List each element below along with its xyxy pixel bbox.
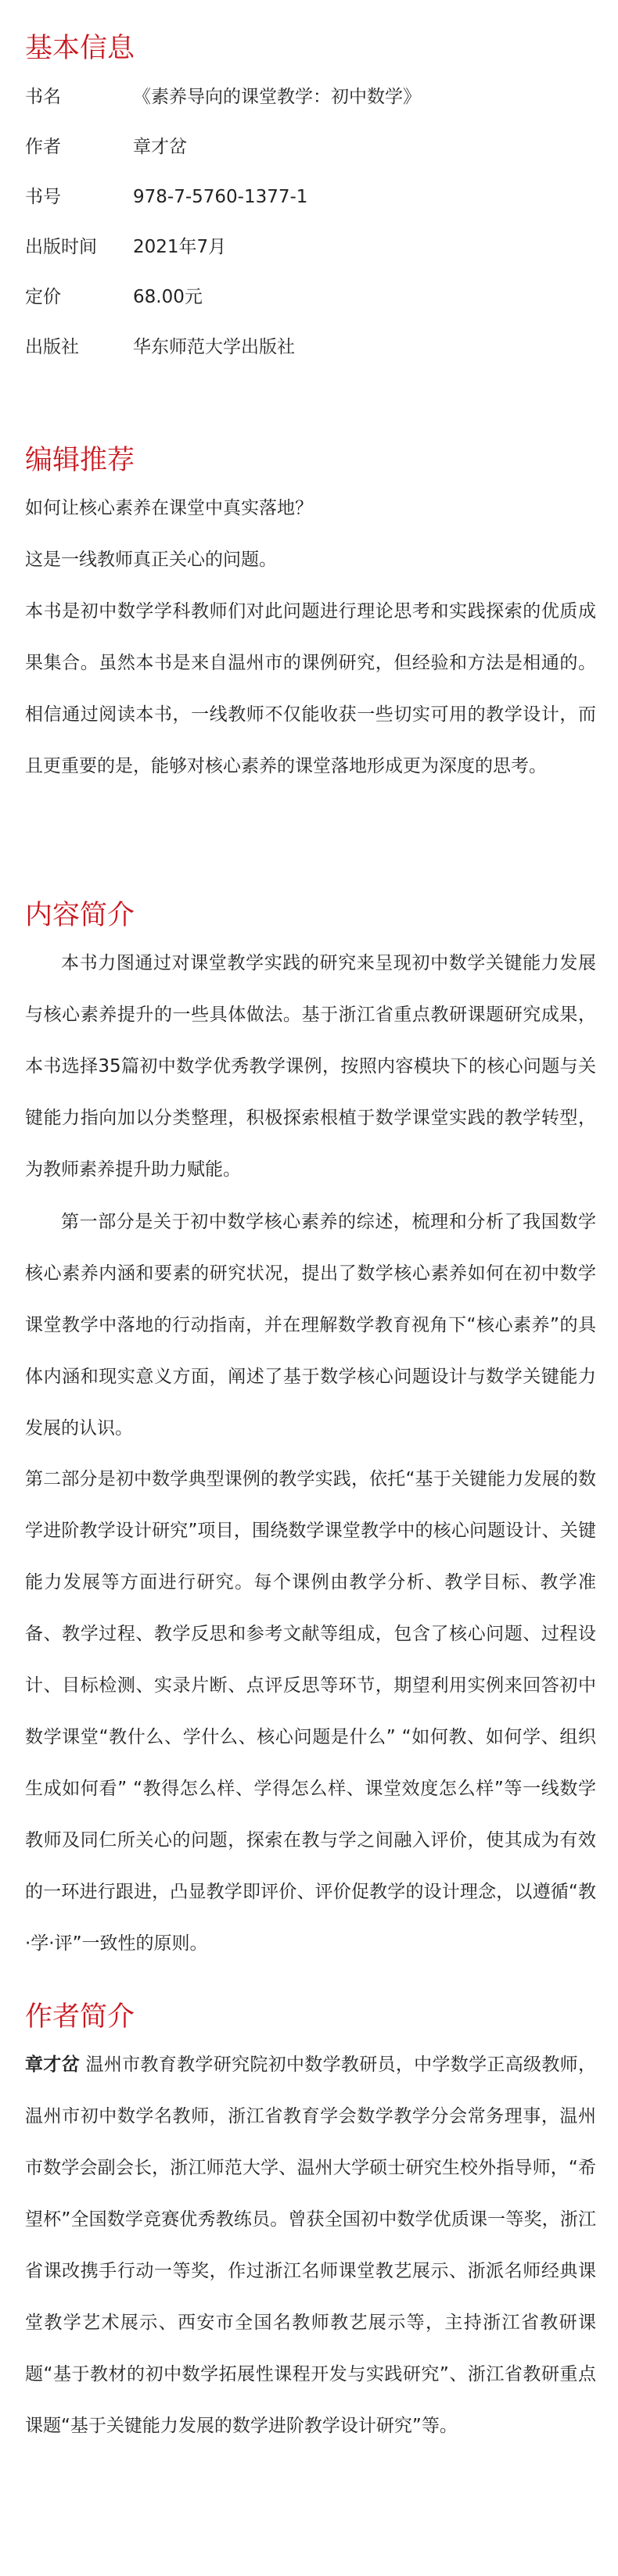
author-name: 章才岔: [25, 2055, 80, 2075]
info-label: 出版社: [25, 337, 79, 357]
info-value: 章才岔: [133, 137, 187, 157]
info-label: 定价: [25, 287, 61, 307]
info-label: 书号: [25, 187, 61, 207]
info-label: 作者: [25, 137, 61, 157]
editor-recommendation-heading: 编辑推荐: [25, 445, 135, 476]
basic-info-heading: 基本信息: [25, 33, 135, 64]
info-value: 《素养导向的课堂教学：初中数学》: [133, 87, 421, 107]
recommendation-paragraph: 如何让核心素养在课堂中真实落地？: [25, 498, 313, 518]
content-summary-heading: 内容简介: [25, 900, 135, 931]
summary-paragraph: 第二部分是初中数学典型课例的教学实践，依托“基于关键能力发展的数学进阶教学设计研究”项目，围绕数学课堂教学中的核心问题设计、关键能力发展等方面进行研究。每个课例由教学分析、教学目标、教学准备、教学过程、教学反思和参考文献等组成，包含了核心问题、过程设计、目标检测、实录片断、点评反思等环节，期望利用实例来回答初中数学课堂“教什么、学什么、核心问题是什么” “如何教、如何学、组织生成如何看” “教得怎么样、学得怎么样、课堂效度怎么样”等一线数学教师及同仁所关心的问题，探索在教与学之间融入评价，使其成为有效的一环进行跟进，凸显教学即评价、评价促教学的设计理念，以遵循“教·学·评”一致性的原则。: [25, 1469, 596, 1954]
author-intro-heading: 作者简介: [25, 2001, 135, 2033]
info-value: 华东师范大学出版社: [133, 337, 295, 357]
recommendation-paragraph: 这是一线教师真正关心的问题。: [25, 550, 277, 570]
info-value: 68.00元: [133, 287, 203, 307]
summary-paragraph: 第一部分是关于初中数学核心素养的综述，梳理和分析了我国数学核心素养内涵和要素的研究状况，提出了数学核心素养如何在初中数学课堂教学中落地的行动指南，并在理解数学教育视角下“核心素养”的具体内涵和现实意义方面，阐述了基于数学核心问题设计与数学关键能力发展的认识。: [25, 1212, 596, 1438]
info-label: 出版时间: [25, 237, 97, 257]
author-intro-text: 温州市教育教学研究院初中数学教研员，中学数学正高级教师，温州市初中数学名教师，浙江省教育学会数学教学分会常务理事，温州市数学会副会长，浙江师范大学、温州大学硕士研究生校外指导师，“希望杯”全国数学竞赛优秀教练员。曾获全国初中数学优质课一等奖，浙江省课改携手行动一等奖，作过浙江名师课堂教艺展示、浙派名师经典课堂教学艺术展示、西安市全国名教师教艺展示等，主持浙江省教研课题“基于教材的初中数学拓展性课程开发与实践研究”、浙江省教研重点课题“基于关键能力发展的数学进阶教学设计研究”等。: [25, 2055, 596, 2436]
info-value: 978-7-5760-1377-1: [133, 187, 308, 207]
info-label: 书名: [25, 87, 61, 107]
author-intro-paragraph: [25, 2039, 596, 2452]
info-value: 2021年7月: [133, 237, 227, 257]
recommendation-paragraph: 本书是初中数学学科教师们对此问题进行理论思考和实践探索的优质成果集合。虽然本书是来自温州市的课例研究，但经验和方法是相通的。相信通过阅读本书，一线教师不仅能收获一些切实可用的教学设计，而且更重要的是，能够对核心素养的课堂落地形成更为深度的思考。: [25, 601, 596, 776]
summary-paragraph: 本书力图通过对课堂教学实践的研究来呈现初中数学关键能力发展与核心素养提升的一些具体做法。基于浙江省重点教研课题研究成果，本书选择35篇初中数学优秀教学课例，按照内容模块下的核心问题与关键能力指向加以分类整理，积极探索根植于数学课堂实践的教学转型，为教师素养提升助力赋能。: [25, 953, 596, 1180]
